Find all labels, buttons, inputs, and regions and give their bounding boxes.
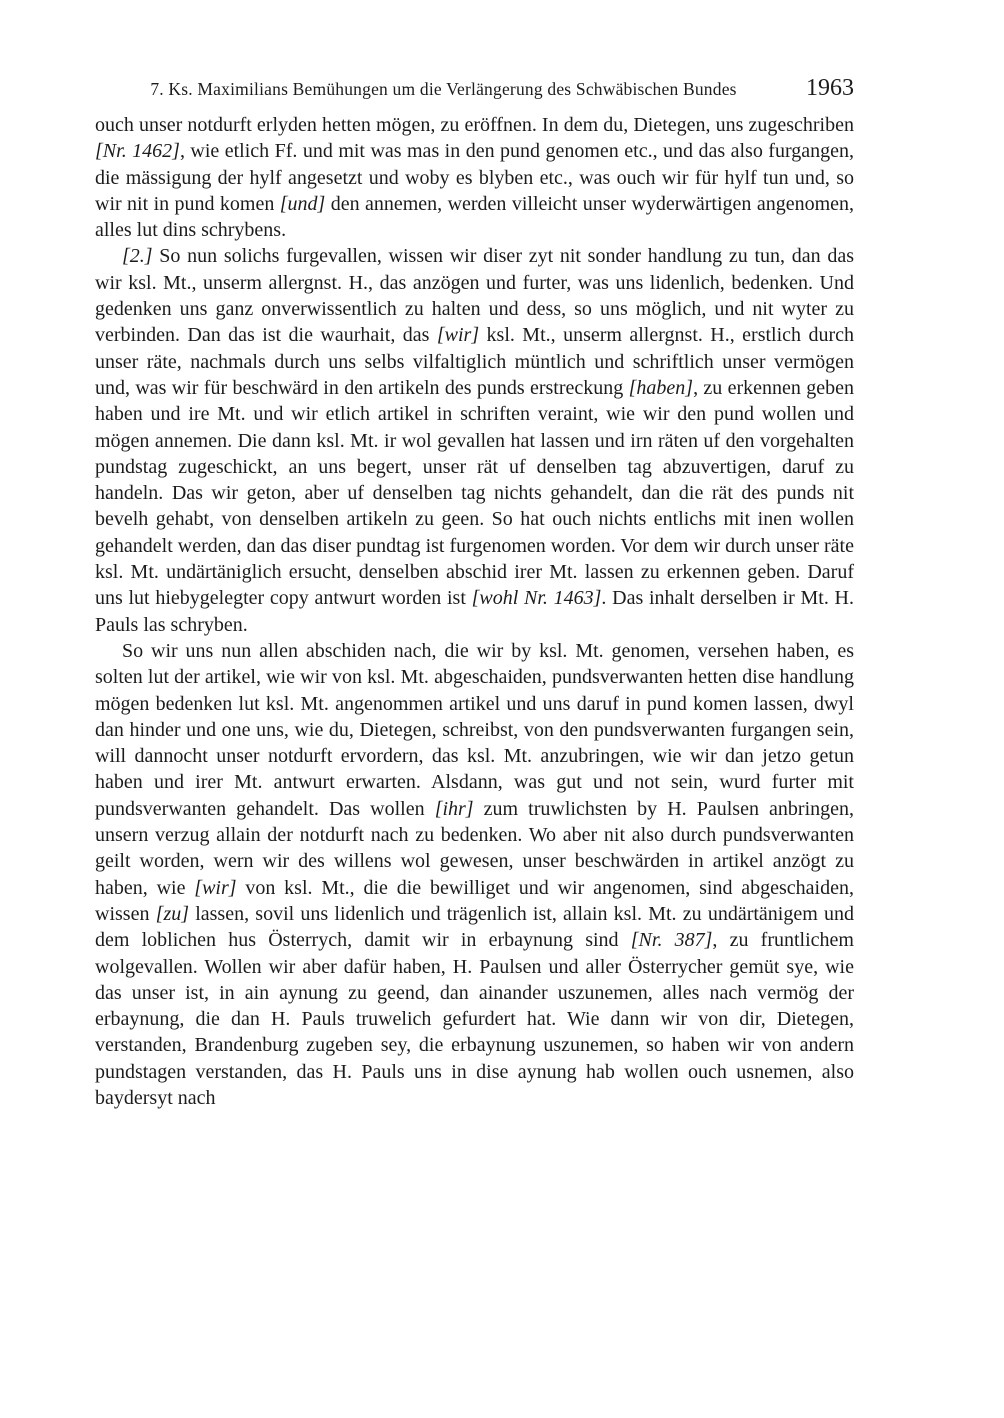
editorial-insertion: [zu] (155, 902, 190, 925)
text-run: den annemen, werden villeicht unser wyderwärtigen angenomen, alles lut dins schrybens. (95, 192, 855, 242)
text-run: lassen, sovil uns lidenlich und trägenlich ist, allain ksl. Mt. zu undärtänigem und dem loblichen hus Österrych, damit wir in erbaynung sind (95, 902, 854, 952)
text-run: , zu erkennen geben haben und ire Mt. und wir etlich artikel in schriften veraint, wie wir den pund wollen und mögen annemen. Die dann ksl. Mt. ir wol gevallen hat lassen und irn räten uf den vorgehalten pundstag zugeschickt, an uns begert, unser rät uf denselben tag abzuvertigen, daruf zu handeln. Das wir geton, aber uf denselben tag nichts gehandelt, dan die rät des punds nit bevelh gehabt, von denselben artikeln zu geen. So hat ouch nichts entlichs mit inen wollen gehandelt werden, dan das diser pundtag ist furgenomen worden. Vor dem wir durch unser räte ksl. Mt. undärtäniglich ersucht, denselben abschid irer Mt. lassen zu erkennen geben. Daruf uns lut hiebygelegter copy antwurt worden ist (95, 376, 855, 610)
text-run: von ksl. Mt., die die bewilliget und wir angenomen, sind abgeschaiden, wissen (95, 876, 854, 925)
paragraph (95, 112, 854, 243)
editorial-insertion: [haben] (628, 376, 694, 399)
text-run: , zu fruntlichem wolgevallen. Wollen wir aber dafür haben, H. Paulsen und aller Österrycher gemüt sye, wie das unser ist, in ain aynung zu geend, dan ainander uszunemen, alles nach vermög der erbaynung, die dan H. Pauls truwelich gefurdert hat. Wie dann wir von dir, Dietegen, verstanden, Brandenburg zugeben sey, die erbaynung uszunemen, so haben wir von andern pundstagen verstanden, das H. Pauls uns in dise aynung hab wollen ouch usnemen, also baydersyt nach (95, 929, 854, 1109)
text-run: ksl. Mt., unserm allergnst. H., erstlich durch unser räte, nachmals durch uns selbs vilfaltiglich müntlich und schriftlich unser vermögen und, was wir für beschwärd in den artikeln des punds erstreckung (95, 324, 854, 399)
editorial-insertion: [und] (279, 192, 326, 215)
editorial-insertion: [wir] (436, 324, 480, 347)
editorial-insertion: [wir] (194, 876, 237, 899)
editorial-insertion: [ihr] (434, 797, 474, 820)
editorial-insertion: [wohl Nr. 1463] (471, 587, 602, 610)
editorial-insertion: [2.] (122, 245, 153, 268)
text-run: , wie etlich Ff. und mit was mas in den pund genomen etc., und das also furgangen, die mässigung der hylf angesetzt und woby es blyben etc., was ouch wir für hylf tun und, so wir nit in pund komen (95, 140, 854, 215)
page-number: 1963 (806, 75, 854, 101)
text-run: zum truwlichsten by H. Paulsen anbringen, unsern verzug allain der notdurft nach zu bedenken. Wo aber nit also durch pundsverwanten geilt worden, wern wir des willens wol gewesen, unser beschwärden in artikel anzögt zu haben, wie (95, 797, 855, 899)
text-run: So nun solichs furgevallen, wissen wir diser zyt nit sonder handlung zu tun, dan das wir ksl. Mt., unserm allergnst. H., das anzögen und furter, was uns lidenlich, bedenken. Und gedenken uns ganz onverwissentlich zu halten und dess, so uns möglich, und nit wyter zu verbinden. Dan das ist die waurhait, das (95, 245, 854, 347)
running-head (95, 70, 854, 102)
editorial-insertion: [Nr. 1462] (95, 140, 180, 163)
paragraph (95, 243, 854, 637)
text-run: So wir uns nun allen abschiden nach, die wir by ksl. Mt. genomen, versehen haben, es solten lut der artikel, wie wir von ksl. Mt. abgeschaiden, pundsverwanten hetten dise handlung mögen bedenken lut ksl. Mt. angenommen artikel und uns daruf in pund komen lassen, dwyl dan hinder und one uns, wie du, Dietegen, schreibst, von den pundsverwanten furgangen sein, will dannocht unser notdurft ervordern, das ksl. Mt. anzubringen, wie wir dan jetzo getun haben und irer Mt. antwurt erwarten. Alsdann, was gut und not sein, wurd furter mit pundsverwanten gehandelt. Das wollen (95, 639, 854, 820)
page-text-body (95, 112, 854, 1111)
paragraph (95, 638, 854, 1111)
running-head-title: 7. Ks. Maximilians Bemühungen um die Verlängerung des Schwäbischen Bundes (150, 79, 737, 99)
text-run: . Das inhalt derselben ir Mt. H. Pauls las schryben. (95, 587, 855, 636)
editorial-insertion: [Nr. 387] (630, 929, 713, 952)
text-run: ouch unser notdurft erlyden hetten mögen, zu eröffnen. In dem du, Dietegen, uns zugeschriben (95, 114, 854, 136)
